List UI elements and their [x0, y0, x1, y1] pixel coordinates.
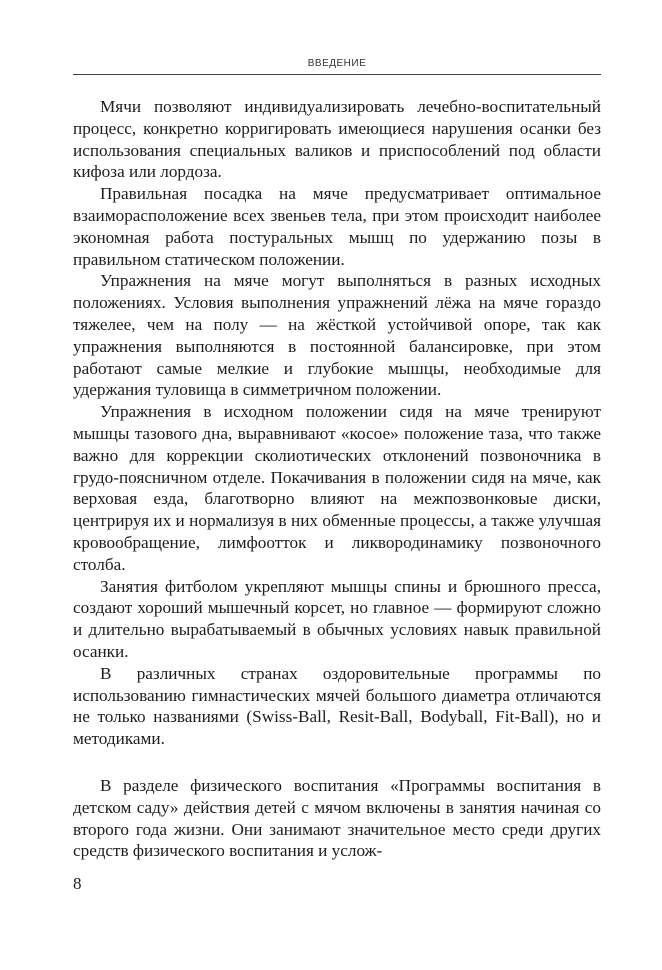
paragraph: Мячи позволяют индивидуализировать лечебно-воспитательный процесс, конкретно корригировать имеющиеся нарушения осанки без использования специальных валиков и приспособлений под области кифоза или лордоза. [73, 97, 601, 182]
header-rule [73, 74, 601, 75]
paragraph: В различных странах оздоровительные программы по использованию гимнастических мячей большого диаметра отличаются не только названиями (Swiss-Ball, Resit-Ball, Bodyball, Fit-Ball), но и методиками. [73, 663, 601, 749]
paragraph: В разделе физического воспитания «Программы воспитания в детском саду» действия детей с мячом включены в занятия начиная со второго года жизни. Они занимают значительное место среди других средств физического воспитания и услож- [73, 776, 601, 861]
closing-text [73, 775, 601, 862]
body-text [73, 96, 601, 750]
paragraph: Упражнения на мяче могут выполняться в разных исходных положениях. Условия выполнения упражнений лёжа на мяче гораздо тяжелее, чем на полу — на жёсткой устойчивой опоре, так как упражнения выполняются в постоянной балансировке, при этом работают самые мелкие и глубокие мышцы, необходимые для удержания туловища в симметричном положении. [73, 271, 601, 400]
running-head: ВВЕДЕНИЕ [307, 58, 367, 69]
paragraph: Упражнения в исходном положении сидя на мяче тренируют мышцы тазового дна, выравнивают «косое» положение таза, что также важно для коррекции сколиотических отклонений позвоночника в грудо-поясничном отделе. Покачивания в положении сидя на мяче, как верховая езда, благотворно влияют на межпозвонковые диски, центрируя их и нормализуя в них обменные процессы, а также улучшая кровообращение, лимфоотток и ликвородинамику позвоночного столба. [73, 402, 601, 574]
page-number: 8 [73, 874, 82, 893]
paragraph: Занятия фитболом укрепляют мышцы спины и брюшного пресса, создают хороший мышечный корсет, но главное — формируют сложно и длительно вырабатываемый в обычных условиях навык правильной осанки. [73, 576, 601, 661]
paragraph: Правильная посадка на мяче предусматривает оптимальное взаиморасположение всех звеньев тела, при этом происходит наиболее экономная работа постуральных мышц по удержанию позы в правильном статическом положении. [73, 184, 601, 269]
